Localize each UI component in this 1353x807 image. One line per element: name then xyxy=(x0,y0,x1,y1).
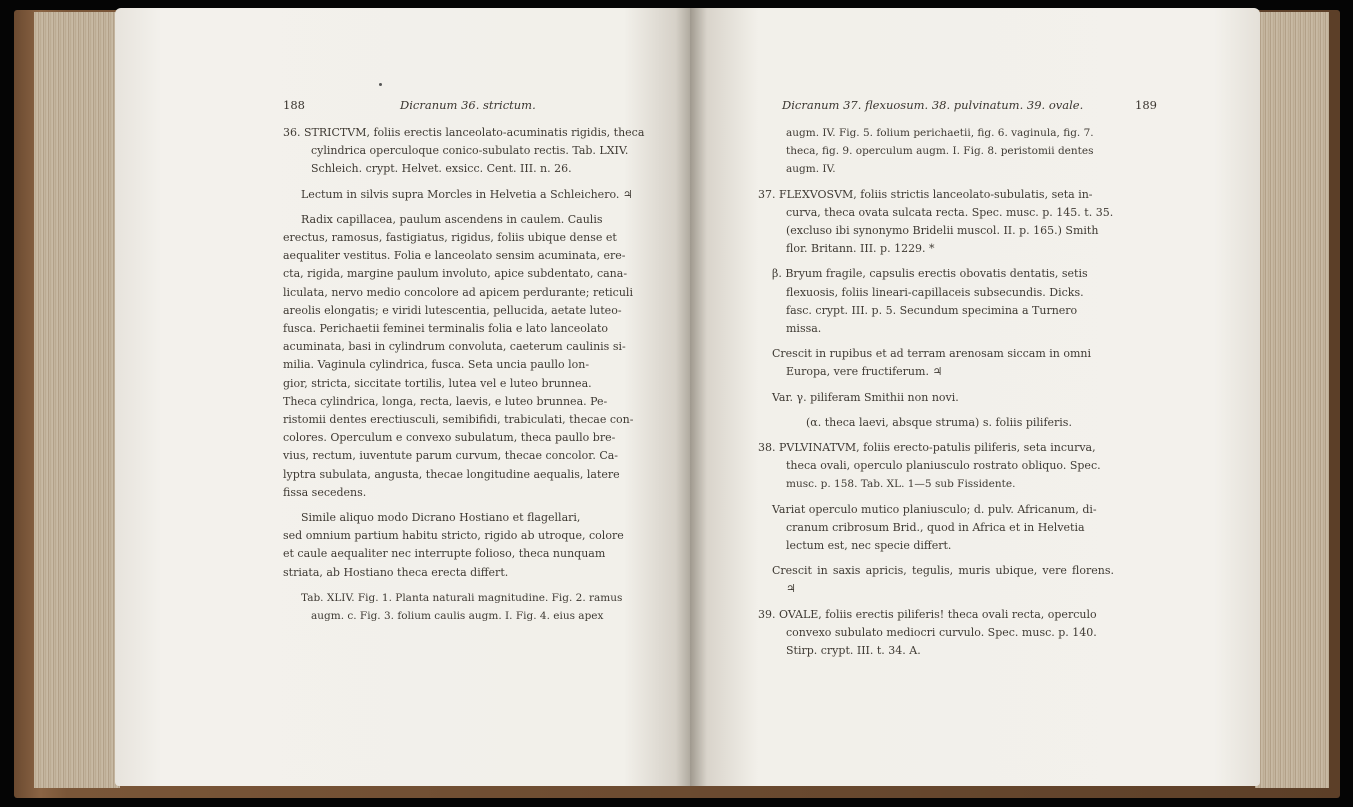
text-line: cylindrica operculoque conico-subulato rectis. Tab. LXIV. xyxy=(311,144,629,158)
text-line: milia. Vaginula cylindrica, fusca. Seta uncia paullo lon- xyxy=(283,358,590,372)
text-line: fusca. Perichaetii feminei terminalis folia e lato lanceolato xyxy=(283,322,609,336)
text-line: Radix capillacea, paulum ascendens in caulem. Caulis xyxy=(301,212,603,226)
right-page xyxy=(690,8,1260,786)
right-running-title: Dicranum 37. flexuosum. 38. pulvinatum. 39. ovale. xyxy=(782,98,1084,112)
text-line: Lectum in silvis supra Morcles in Helvetia a Schleichero. ♃ xyxy=(301,187,633,201)
text-line: aequaliter vestitus. Folia e lanceolato sensim acuminata, ere- xyxy=(283,249,626,263)
text-line: sed omnium partium habitu stricto, rigido ab utroque, colore xyxy=(283,529,624,543)
text-line: 36. STRICTVM, foliis erectis lanceolato-acuminatis rigidis, theca xyxy=(283,126,645,139)
text-line: Stirp. crypt. III. t. 34. A. xyxy=(786,644,921,658)
text-line: flexuosis, foliis lineari-capillaceis subsecundis. Dicks. xyxy=(786,285,1084,299)
text-line: fissa secedens. xyxy=(283,485,367,499)
text-line: (α. theca laevi, absque struma) s. foliis piliferis. xyxy=(806,415,1072,429)
text-line: Crescit in saxis apricis, tegulis, muris ubique, vere florens. ♃ xyxy=(772,564,1114,596)
text-line: musc. p. 158. Tab. XL. 1—5 sub Fissidente. xyxy=(786,478,1016,491)
page-edges-right xyxy=(1255,12,1329,788)
text-line: (excluso ibi synonymo Bridelii muscol. II. p. 165.) Smith xyxy=(786,224,1099,238)
page-edges-left xyxy=(34,12,120,788)
text-line: gior, stricta, siccitate tortilis, lutea vel e luteo brunnea. xyxy=(283,376,592,390)
text-line: colores. Operculum e convexo subulatum, theca paullo bre- xyxy=(283,431,616,445)
left-page-number: 188 xyxy=(283,98,305,112)
text-line: missa. xyxy=(786,322,822,336)
text-line: lectum est, nec specie differt. xyxy=(786,539,952,553)
right-page-number: 189 xyxy=(1135,98,1157,112)
left-page xyxy=(115,8,693,786)
right-page-header xyxy=(782,98,1157,112)
right-page-text xyxy=(758,124,1114,660)
text-line: cta, rigida, margine paulum involuto, apice subdentato, cana- xyxy=(283,267,628,281)
left-page-text xyxy=(283,124,649,625)
text-line: cranum cribrosum Brid., quod in Africa et in Helvetia xyxy=(786,520,1085,534)
text-line: ristomii dentes erectiusculi, semibifidi, trabiculati, thecae con- xyxy=(283,413,634,427)
text-line: 37. FLEXVOSVM, foliis strictis lanceolato-subulatis, seta in- xyxy=(758,187,1093,201)
text-line: Variat operculo mutico planiusculo; d. pulv. Africanum, di- xyxy=(772,502,1097,516)
text-line: striata, ab Hostiano theca erecta differt. xyxy=(283,565,509,579)
left-page-header xyxy=(283,98,536,112)
text-line: augm. c. Fig. 3. folium caulis augm. I. Fig. 4. eius apex xyxy=(311,610,604,623)
text-line: 39. OVALE, foliis erectis piliferis! theca ovali recta, operculo xyxy=(758,607,1097,621)
text-line: augm. IV. xyxy=(786,163,836,176)
text-line: Schleich. crypt. Helvet. exsicc. Cent. III. n. 26. xyxy=(311,162,572,176)
text-line: Theca cylindrica, longa, recta, laevis, e luteo brunnea. Pe- xyxy=(283,394,608,408)
text-line: augm. IV. Fig. 5. folium perichaetii, fig. 6. vaginula, fig. 7. xyxy=(786,127,1094,139)
text-line: acuminata, basi in cylindrum convoluta, caeterum caulinis si- xyxy=(283,340,626,354)
text-line: flor. Britann. III. p. 1229. * xyxy=(786,242,935,256)
text-line: Tab. XLIV. Fig. 1. Planta naturali magnitudine. Fig. 2. ramus xyxy=(301,591,623,604)
left-running-title: Dicranum 36. strictum. xyxy=(400,98,536,112)
text-line: Simile aliquo modo Dicrano Hostiano et flagellari, xyxy=(301,511,581,525)
text-line: curva, theca ovata sulcata recta. Spec. musc. p. 145. t. 35. xyxy=(786,205,1114,219)
text-line: Europa, vere fructiferum. ♃ xyxy=(786,365,943,379)
text-line: fasc. crypt. III. p. 5. Secundum specimina a Turnero xyxy=(786,303,1078,317)
text-line: areolis elongatis; e viridi lutescentia, pellucida, aetate luteo- xyxy=(283,303,622,317)
text-line: vius, rectum, iuventute parum curvum, thecae concolor. Ca- xyxy=(283,449,619,463)
text-line: lyptra subulata, angusta, thecae longitudine aequalis, latere xyxy=(283,467,620,481)
text-line: et caule aequaliter nec interrupte folioso, theca nunquam xyxy=(283,547,606,561)
text-line: convexo subulato mediocri curvulo. Spec. musc. p. 140. xyxy=(786,625,1097,639)
ink-speck xyxy=(379,83,382,86)
text-line: erectus, ramosus, fastigiatus, rigidus, foliis ubique dense et xyxy=(283,231,617,245)
text-line: Crescit in rupibus et ad terram arenosam siccam in omni xyxy=(772,347,1092,361)
text-line: theca, fig. 9. operculum augm. I. Fig. 8. peristomii dentes xyxy=(786,145,1094,158)
text-line: liculata, nervo medio concolore ad apicem perdurante; reticuli xyxy=(283,285,633,299)
text-line: Var. γ. piliferam Smithii non novi. xyxy=(772,390,959,404)
text-line: β. Bryum fragile, capsulis erectis obovatis dentatis, setis xyxy=(772,267,1088,281)
text-line: theca ovali, operculo planiusculo rostrato obliquo. Spec. xyxy=(786,459,1101,473)
text-line: 38. PVLVINATVM, foliis erecto-patulis piliferis, seta incurva, xyxy=(758,441,1096,455)
